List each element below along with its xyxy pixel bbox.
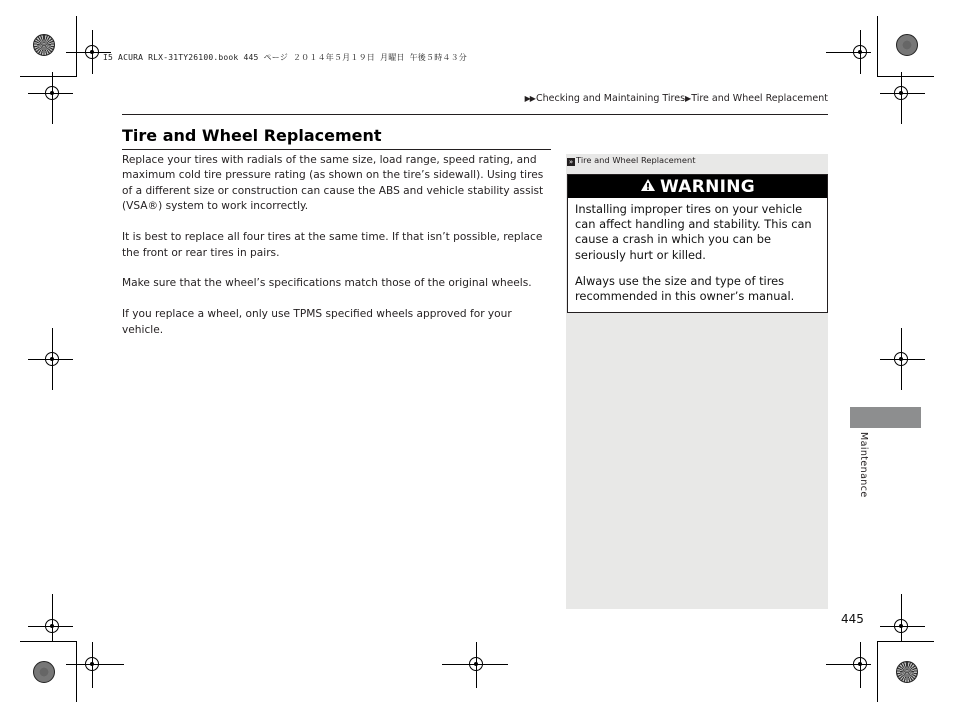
page-title: Tire and Wheel Replacement <box>122 126 382 145</box>
print-info: I5 ACURA RLX-31TY26100.book 445 ページ ２０１４年５月１９日 月曜日 午後５時４３分 <box>103 53 468 62</box>
chapter-label: Maintenance <box>858 432 869 498</box>
body-text <box>122 153 552 354</box>
sidebar-reference <box>566 154 828 169</box>
paragraph: It is best to replace all four tires at the same time. If that isn’t possible, replace the front or rear tires in pairs. <box>122 231 543 259</box>
page-number: 445 <box>841 612 864 626</box>
breadcrumb-section: Checking and Maintaining Tires <box>535 93 686 104</box>
warning-triangle-icon <box>640 178 656 196</box>
breadcrumb-arrow-icon: ▶▶ <box>524 94 535 103</box>
paragraph: Replace your tires with radials of the same size, load range, speed rating, and maximum cold tire pressure rating (as shown on the tire’s sidewall). Using tires of a different size or construction can cause the ABS and vehicle stability assist (VSA®) system to work incorrectly. <box>122 154 544 213</box>
warning-box <box>567 174 828 313</box>
header-divider <box>122 114 828 115</box>
paragraph: Make sure that the wheel’s specifications match those of the original wheels. <box>122 277 532 290</box>
sidebar-reference-title: Tire and Wheel Replacement <box>576 155 696 165</box>
warning-text: Always use the size and type of tires recommended in this owner’s manual. <box>575 273 795 304</box>
warning-text: Installing improper tires on your vehicle can affect handling and stability. This can cause a crash in which you can be seriously hurt or killed. <box>575 202 812 262</box>
breadcrumb-separator-icon: ▶ <box>685 94 691 103</box>
warning-body <box>568 198 827 304</box>
warning-label: WARNING <box>659 176 756 197</box>
breadcrumb-current: Tire and Wheel Replacement <box>691 93 828 104</box>
reference-icon: » <box>568 158 574 166</box>
paragraph: If you replace a wheel, only use TPMS specified wheels approved for your vehicle. <box>122 308 512 336</box>
breadcrumb <box>525 93 828 104</box>
chapter-tab <box>850 407 921 428</box>
title-divider <box>122 149 551 150</box>
warning-header <box>568 175 827 198</box>
